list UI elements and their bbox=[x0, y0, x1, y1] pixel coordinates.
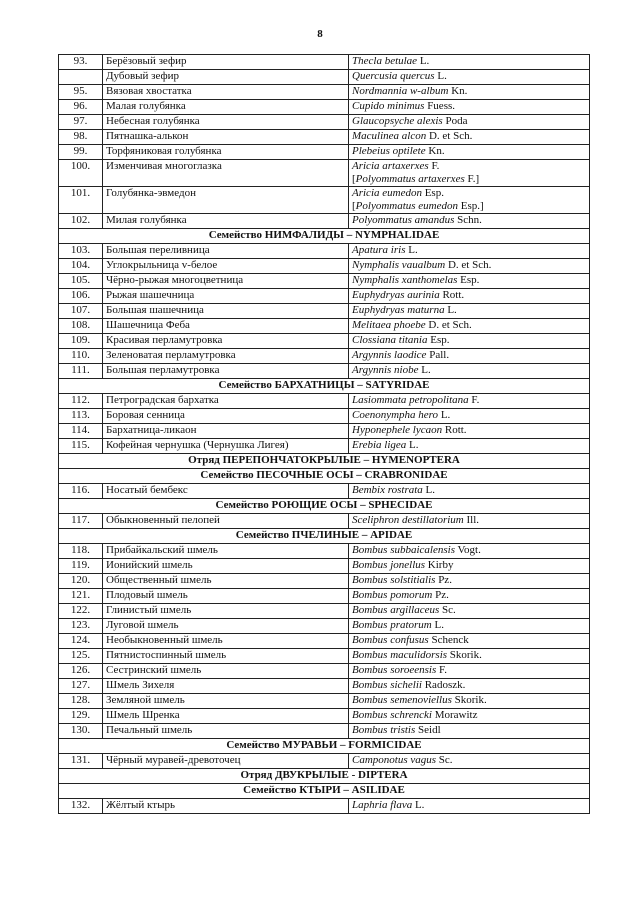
species-latin-name bbox=[349, 409, 590, 424]
species-russian-name: Большая шашечница bbox=[103, 304, 349, 319]
species-latin-name bbox=[349, 100, 590, 115]
species-latin-name bbox=[349, 319, 590, 334]
latin-name-line: Clossiana titania Esp. bbox=[352, 334, 450, 346]
species-latin-name bbox=[349, 709, 590, 724]
species-number: 120. bbox=[59, 574, 103, 589]
latin-name-line: Bombus solstitialis Pz. bbox=[352, 574, 452, 586]
species-number: 128. bbox=[59, 694, 103, 709]
species-russian-name: Кофейная чернушка (Чернушка Лигея) bbox=[103, 439, 349, 454]
species-latin-name bbox=[349, 349, 590, 364]
species-russian-name: Рыжая шашечница bbox=[103, 289, 349, 304]
species-row bbox=[59, 484, 590, 499]
binomial: Euphydryas aurinia bbox=[352, 289, 440, 301]
family-header: Семейство РОЮЩИЕ ОСЫ – SPHECIDAE bbox=[59, 499, 590, 514]
species-number: 111. bbox=[59, 364, 103, 379]
species-number: 124. bbox=[59, 634, 103, 649]
binomial: Bombus pomorum bbox=[352, 589, 433, 601]
species-number: 107. bbox=[59, 304, 103, 319]
family-header-row bbox=[59, 784, 590, 799]
species-number: 119. bbox=[59, 559, 103, 574]
species-row bbox=[59, 334, 590, 349]
species-latin-name bbox=[349, 394, 590, 409]
latin-name-line: Bombus pratorum L. bbox=[352, 619, 444, 631]
latin-name-line: Lasiommata petropolitana F. bbox=[352, 394, 480, 406]
binomial: Bombus subbaicalensis bbox=[352, 544, 455, 556]
species-number: 116. bbox=[59, 484, 103, 499]
latin-name-line: Bombus soroeensis F. bbox=[352, 664, 447, 676]
species-number: 100. bbox=[59, 160, 103, 187]
species-number: 95. bbox=[59, 85, 103, 100]
species-row bbox=[59, 619, 590, 634]
species-number: 132. bbox=[59, 799, 103, 814]
latin-name-line: Sceliphron destillatorium Ill. bbox=[352, 514, 480, 526]
latin-name-line: Apatura iris L. bbox=[352, 244, 418, 256]
latin-name-line: Hyponephele lycaon Rott. bbox=[352, 424, 467, 436]
species-russian-name: Глинистый шмель bbox=[103, 604, 349, 619]
species-number: 99. bbox=[59, 145, 103, 160]
species-number: 131. bbox=[59, 754, 103, 769]
species-latin-name bbox=[349, 604, 590, 619]
species-latin-name bbox=[349, 364, 590, 379]
species-number: 118. bbox=[59, 544, 103, 559]
binomial: Bombus argillaceus bbox=[352, 604, 440, 616]
species-latin-name bbox=[349, 259, 590, 274]
species-row bbox=[59, 409, 590, 424]
species-row bbox=[59, 289, 590, 304]
binomial: Lasiommata petropolitana bbox=[352, 394, 469, 406]
species-latin-name bbox=[349, 649, 590, 664]
species-russian-name: Зеленоватая перламутровка bbox=[103, 349, 349, 364]
latin-name-line: Polyommatus amandus Schn. bbox=[352, 214, 482, 226]
species-russian-name: Ионийский шмель bbox=[103, 559, 349, 574]
species-number: 104. bbox=[59, 259, 103, 274]
species-table-body bbox=[59, 55, 590, 814]
species-latin-name bbox=[349, 664, 590, 679]
species-latin-name bbox=[349, 70, 590, 85]
family-header: Отряд ДВУКРЫЛЫЕ - DIPTERA bbox=[59, 769, 590, 784]
species-russian-name: Шмель Шренка bbox=[103, 709, 349, 724]
species-latin-name bbox=[349, 214, 590, 229]
latin-name-line: Aricia artaxerxes F. bbox=[352, 160, 440, 172]
species-russian-name: Вязовая хвостатка bbox=[103, 85, 349, 100]
page-number: 8 bbox=[317, 28, 323, 40]
species-latin-name bbox=[349, 544, 590, 559]
latin-name-line: Cupido minimus Fuess. bbox=[352, 100, 455, 112]
family-header-row bbox=[59, 469, 590, 484]
species-latin-name bbox=[349, 589, 590, 604]
binomial: Nymphalis xanthomelas bbox=[352, 274, 458, 286]
family-header: Семейство БАРХАТНИЦЫ – SATYRIDAE bbox=[59, 379, 590, 394]
species-number: 106. bbox=[59, 289, 103, 304]
latin-name-line: Aricia eumedon Esp. bbox=[352, 187, 444, 199]
species-number: 110. bbox=[59, 349, 103, 364]
species-russian-name: Луговой шмель bbox=[103, 619, 349, 634]
species-row bbox=[59, 439, 590, 454]
species-row bbox=[59, 649, 590, 664]
latin-name-line: Glaucopsyche alexis Poda bbox=[352, 115, 468, 127]
latin-name-line: Nymphalis vaualbum D. et Sch. bbox=[352, 259, 492, 271]
binomial: Bombus pratorum bbox=[352, 619, 432, 631]
species-latin-name bbox=[349, 55, 590, 70]
species-russian-name: Жёлтый ктырь bbox=[103, 799, 349, 814]
species-russian-name: Берёзовый зефир bbox=[103, 55, 349, 70]
species-row bbox=[59, 589, 590, 604]
latin-name-line: Camponotus vagus Sc. bbox=[352, 754, 453, 766]
species-row bbox=[59, 274, 590, 289]
latin-name-line: Bombus maculidorsis Skorik. bbox=[352, 649, 482, 661]
species-row bbox=[59, 55, 590, 70]
species-latin-name bbox=[349, 145, 590, 160]
species-latin-name bbox=[349, 634, 590, 649]
binomial: Bombus tristis bbox=[352, 724, 416, 736]
species-russian-name: Пятнашка-алькон bbox=[103, 130, 349, 145]
latin-name-line: Coenonympha hero L. bbox=[352, 409, 451, 421]
latin-name-line: Nymphalis xanthomelas Esp. bbox=[352, 274, 480, 286]
species-row bbox=[59, 244, 590, 259]
latin-name-line: Euphydryas aurinia Rott. bbox=[352, 289, 465, 301]
species-row bbox=[59, 634, 590, 649]
species-number: 96. bbox=[59, 100, 103, 115]
species-latin-name bbox=[349, 289, 590, 304]
species-number: 121. bbox=[59, 589, 103, 604]
species-russian-name: Бархатница-ликаон bbox=[103, 424, 349, 439]
species-russian-name: Печальный шмель bbox=[103, 724, 349, 739]
species-row bbox=[59, 724, 590, 739]
latin-name-line: [Polyommatus artaxerxes F.] bbox=[352, 173, 480, 185]
species-row bbox=[59, 130, 590, 145]
binomial: Coenonympha hero bbox=[352, 409, 439, 421]
binomial: Bombus solstitialis bbox=[352, 574, 436, 586]
binomial: Bombus semenoviellus bbox=[352, 694, 452, 706]
species-row bbox=[59, 85, 590, 100]
family-header: Семейство НИМФАЛИДЫ – NYMPHALIDAE bbox=[59, 229, 590, 244]
species-latin-name bbox=[349, 130, 590, 145]
species-number: 97. bbox=[59, 115, 103, 130]
species-row bbox=[59, 574, 590, 589]
species-russian-name: Обыкновенный пелопей bbox=[103, 514, 349, 529]
species-latin-name bbox=[349, 85, 590, 100]
latin-name-line: Bembix rostrata L. bbox=[352, 484, 436, 496]
binomial: Bembix rostrata bbox=[352, 484, 423, 496]
species-russian-name: Красивая перламутровка bbox=[103, 334, 349, 349]
species-russian-name: Чёрный муравей-древоточец bbox=[103, 754, 349, 769]
species-russian-name: Сестринский шмель bbox=[103, 664, 349, 679]
binomial: Laphria flava bbox=[352, 799, 413, 811]
species-latin-name bbox=[349, 724, 590, 739]
species-russian-name: Плодовый шмель bbox=[103, 589, 349, 604]
latin-name-line: Quercusia quercus L. bbox=[352, 70, 447, 82]
binomial: Plebeius optilete bbox=[352, 145, 426, 157]
binomial: Bombus soroeensis bbox=[352, 664, 437, 676]
family-header-row bbox=[59, 769, 590, 784]
species-table bbox=[58, 54, 590, 814]
species-row bbox=[59, 544, 590, 559]
family-header-row bbox=[59, 529, 590, 544]
species-number: 122. bbox=[59, 604, 103, 619]
family-header: Семейство ПЧЕЛИНЫЕ – APIDAE bbox=[59, 529, 590, 544]
species-row bbox=[59, 187, 590, 214]
species-latin-name bbox=[349, 424, 590, 439]
binomial: Bombus sichelii bbox=[352, 679, 422, 691]
latin-name-line: Laphria flava L. bbox=[352, 799, 425, 811]
family-header-row bbox=[59, 454, 590, 469]
species-latin-name bbox=[349, 619, 590, 634]
binomial: Clossiana titania bbox=[352, 334, 428, 346]
species-russian-name: Большая перламутровка bbox=[103, 364, 349, 379]
species-row bbox=[59, 709, 590, 724]
latin-name-line: Bombus confusus Schenck bbox=[352, 634, 469, 646]
species-russian-name: Прибайкальский шмель bbox=[103, 544, 349, 559]
latin-name-line: Bombus subbaicalensis Vogt. bbox=[352, 544, 481, 556]
species-russian-name: Боровая сенница bbox=[103, 409, 349, 424]
species-number: 126. bbox=[59, 664, 103, 679]
family-header-row bbox=[59, 229, 590, 244]
binomial: Bombus maculidorsis bbox=[352, 649, 448, 661]
species-number: 102. bbox=[59, 214, 103, 229]
species-number: 103. bbox=[59, 244, 103, 259]
binomial: Melitaea phoebe bbox=[352, 319, 426, 331]
family-header-row bbox=[59, 499, 590, 514]
binomial: Erebia ligea bbox=[352, 439, 407, 451]
latin-name-line: Erebia ligea L. bbox=[352, 439, 419, 451]
species-row bbox=[59, 394, 590, 409]
binomial: Nordmannia w-album bbox=[352, 85, 449, 97]
binomial: Polyommatus artaxerxes bbox=[355, 173, 465, 185]
species-number: 108. bbox=[59, 319, 103, 334]
species-latin-name bbox=[349, 187, 590, 214]
latin-name-line: Plebeius optilete Kn. bbox=[352, 145, 445, 157]
species-latin-name bbox=[349, 115, 590, 130]
species-latin-name bbox=[349, 694, 590, 709]
species-row bbox=[59, 694, 590, 709]
species-number: 115. bbox=[59, 439, 103, 454]
species-row bbox=[59, 304, 590, 319]
binomial: Hyponephele lycaon bbox=[352, 424, 443, 436]
species-latin-name bbox=[349, 514, 590, 529]
binomial: Thecla betulae bbox=[352, 55, 418, 67]
binomial: Apatura iris bbox=[352, 244, 406, 256]
species-row bbox=[59, 514, 590, 529]
binomial: Bombus jonellus bbox=[352, 559, 426, 571]
family-header: Семейство ПЕСОЧНЫЕ ОСЫ – CRABRONIDAE bbox=[59, 469, 590, 484]
species-russian-name: Углокрыльница v-белое bbox=[103, 259, 349, 274]
species-latin-name bbox=[349, 334, 590, 349]
species-number: 112. bbox=[59, 394, 103, 409]
species-russian-name: Необыкновенный шмель bbox=[103, 634, 349, 649]
latin-name-line: Argynnis laodice Pall. bbox=[352, 349, 450, 361]
family-header: Отряд ПЕРЕПОНЧАТОКРЫЛЫЕ – HYMENOPTERA bbox=[59, 454, 590, 469]
species-latin-name bbox=[349, 439, 590, 454]
species-russian-name: Шмель Зихеля bbox=[103, 679, 349, 694]
latin-name-line: Bombus sichelii Radoszk. bbox=[352, 679, 466, 691]
species-russian-name: Петроградская бархатка bbox=[103, 394, 349, 409]
binomial: Euphydryas maturna bbox=[352, 304, 445, 316]
binomial: Argynnis niobe bbox=[352, 364, 419, 376]
species-russian-name: Изменчивая многоглазка bbox=[103, 160, 349, 187]
species-number: 109. bbox=[59, 334, 103, 349]
latin-name-line: Bombus schrencki Morawitz bbox=[352, 709, 478, 721]
family-header-row bbox=[59, 379, 590, 394]
binomial: Polyommatus amandus bbox=[352, 214, 455, 226]
binomial: Maculinea alcon bbox=[352, 130, 427, 142]
species-russian-name: Голубянка-эвмедон bbox=[103, 187, 349, 214]
species-number: 101. bbox=[59, 187, 103, 214]
species-row bbox=[59, 604, 590, 619]
species-latin-name bbox=[349, 274, 590, 289]
species-latin-name bbox=[349, 304, 590, 319]
species-row bbox=[59, 145, 590, 160]
species-number: 113. bbox=[59, 409, 103, 424]
species-number: 130. bbox=[59, 724, 103, 739]
binomial: Aricia artaxerxes bbox=[352, 160, 429, 172]
species-russian-name: Пятнистоспинный шмель bbox=[103, 649, 349, 664]
family-header: Семейство КТЫРИ – ASILIDAE bbox=[59, 784, 590, 799]
species-row bbox=[59, 679, 590, 694]
latin-name-line: Thecla betulae L. bbox=[352, 55, 430, 67]
species-row bbox=[59, 70, 590, 85]
species-number: 114. bbox=[59, 424, 103, 439]
species-row bbox=[59, 319, 590, 334]
species-latin-name bbox=[349, 574, 590, 589]
species-russian-name: Торфяниковая голубянка bbox=[103, 145, 349, 160]
species-russian-name: Большая переливница bbox=[103, 244, 349, 259]
species-number: 125. bbox=[59, 649, 103, 664]
latin-name-line: Bombus argillaceus Sc. bbox=[352, 604, 456, 616]
binomial: Camponotus vagus bbox=[352, 754, 437, 766]
species-latin-name bbox=[349, 484, 590, 499]
species-number: 93. bbox=[59, 55, 103, 70]
species-latin-name bbox=[349, 799, 590, 814]
binomial: Bombus confusus bbox=[352, 634, 429, 646]
binomial: Cupido minimus bbox=[352, 100, 425, 112]
species-row bbox=[59, 160, 590, 187]
species-russian-name: Малая голубянка bbox=[103, 100, 349, 115]
species-latin-name bbox=[349, 559, 590, 574]
species-row bbox=[59, 754, 590, 769]
species-latin-name bbox=[349, 679, 590, 694]
species-russian-name: Милая голубянка bbox=[103, 214, 349, 229]
binomial: Argynnis laodice bbox=[352, 349, 427, 361]
species-row bbox=[59, 100, 590, 115]
binomial: Bombus schrencki bbox=[352, 709, 432, 721]
latin-name-line: Melitaea phoebe D. et Sch. bbox=[352, 319, 472, 331]
species-number: 105. bbox=[59, 274, 103, 289]
species-russian-name: Общественный шмель bbox=[103, 574, 349, 589]
latin-name-line: Bombus semenoviellus Skorik. bbox=[352, 694, 487, 706]
species-number: 117. bbox=[59, 514, 103, 529]
latin-name-line: Maculinea alcon D. et Sch. bbox=[352, 130, 473, 142]
latin-name-line: Bombus tristis Seidl bbox=[352, 724, 441, 736]
species-row bbox=[59, 259, 590, 274]
latin-name-line: Nordmannia w-album Kn. bbox=[352, 85, 468, 97]
species-latin-name bbox=[349, 160, 590, 187]
species-row bbox=[59, 424, 590, 439]
binomial: Quercusia quercus bbox=[352, 70, 435, 82]
species-number: 129. bbox=[59, 709, 103, 724]
family-header: Семейство МУРАВЬИ – FORMICIDAE bbox=[59, 739, 590, 754]
species-number: 123. bbox=[59, 619, 103, 634]
latin-name-line: Argynnis niobe L. bbox=[352, 364, 431, 376]
binomial: Sceliphron destillatorium bbox=[352, 514, 464, 526]
species-russian-name: Дубовый зефир bbox=[103, 70, 349, 85]
species-row bbox=[59, 559, 590, 574]
latin-name-line: Bombus pomorum Pz. bbox=[352, 589, 449, 601]
species-number: 98. bbox=[59, 130, 103, 145]
species-row bbox=[59, 349, 590, 364]
species-russian-name: Небесная голубянка bbox=[103, 115, 349, 130]
species-row bbox=[59, 664, 590, 679]
species-row bbox=[59, 364, 590, 379]
species-row bbox=[59, 115, 590, 130]
latin-name-line: [Polyommatus eumedon Esp.] bbox=[352, 200, 484, 212]
species-row bbox=[59, 214, 590, 229]
species-russian-name: Чёрно-рыжая многоцветница bbox=[103, 274, 349, 289]
species-latin-name bbox=[349, 754, 590, 769]
species-row bbox=[59, 799, 590, 814]
species-latin-name bbox=[349, 244, 590, 259]
species-russian-name: Носатый бембекс bbox=[103, 484, 349, 499]
species-russian-name: Шашечница Феба bbox=[103, 319, 349, 334]
latin-name-line: Euphydryas maturna L. bbox=[352, 304, 457, 316]
binomial: Polyommatus eumedon bbox=[355, 200, 459, 212]
binomial: Glaucopsyche alexis bbox=[352, 115, 443, 127]
species-number bbox=[59, 70, 103, 85]
family-header-row bbox=[59, 739, 590, 754]
latin-name-line: Bombus jonellus Kirby bbox=[352, 559, 454, 571]
binomial: Nymphalis vaualbum bbox=[352, 259, 446, 271]
binomial: Aricia eumedon bbox=[352, 187, 422, 199]
species-russian-name: Земляной шмель bbox=[103, 694, 349, 709]
species-number: 127. bbox=[59, 679, 103, 694]
